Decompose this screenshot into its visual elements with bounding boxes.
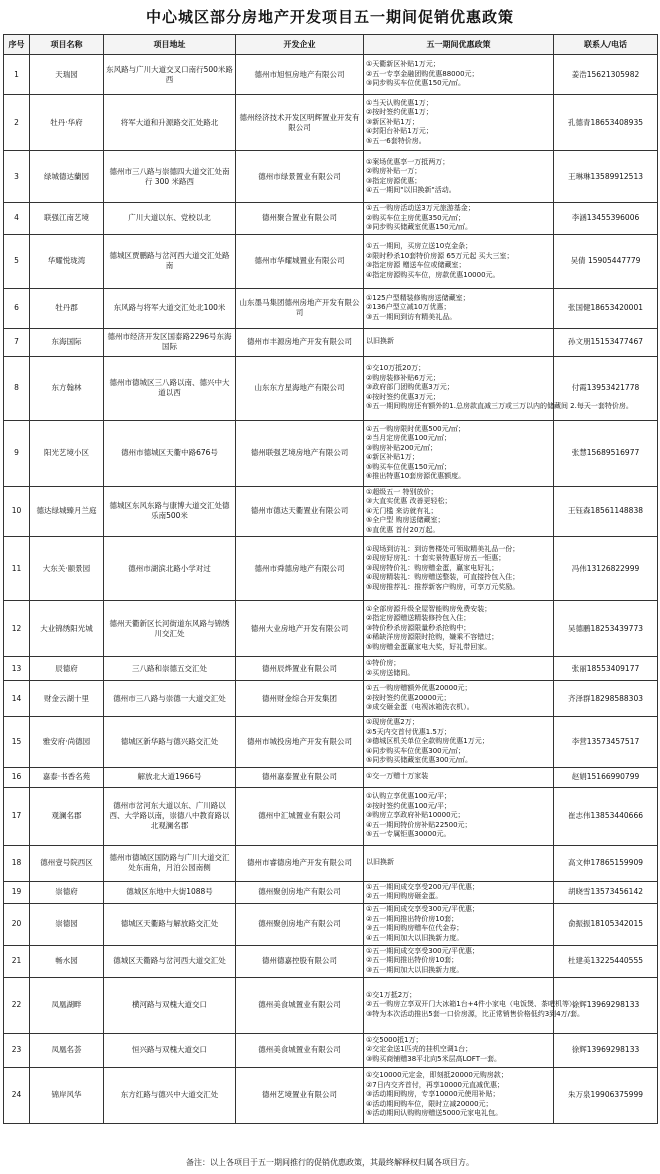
header-project-name: 项目名称 bbox=[30, 35, 104, 55]
cell-developer: 德州聚创房地产有限公司 bbox=[236, 881, 364, 903]
cell-developer: 德州辰烨置业有限公司 bbox=[236, 657, 364, 681]
cell-project-name: 大东关·颐景园 bbox=[30, 537, 104, 601]
cell-policy bbox=[364, 903, 554, 945]
policy-line: ④五一期间加大以旧换新力度。 bbox=[366, 933, 464, 942]
policy-line: ④封阳台补贴1万元； bbox=[366, 127, 433, 136]
cell-policy bbox=[364, 486, 554, 537]
cell-policy bbox=[364, 977, 584, 1033]
policy-line: ②现房好房礼：十套实景特惠好房五一钜惠； bbox=[366, 554, 506, 563]
cell-project-address: 德州市岔河东大道以东、广川路以西、大学路以南，崇德八中教育路以北观澜名郡 bbox=[104, 787, 236, 845]
cell-no: 19 bbox=[4, 881, 30, 903]
cell-developer: 德州市华耀城置业有限公司 bbox=[236, 234, 364, 288]
cell-no: 9 bbox=[4, 420, 30, 486]
table-row bbox=[4, 486, 658, 537]
cell-developer: 德州联强艺境房地产有限公司 bbox=[236, 420, 364, 486]
cell-developer: 德州艺境置业有限公司 bbox=[236, 1067, 364, 1123]
policy-line: ①交10000元定金，即刻抵20000元购房款； bbox=[366, 1071, 508, 1080]
policy-line: ③同步购买储藏室优惠150元/㎡。 bbox=[366, 223, 472, 231]
cell-project-address: 德城区新华路与德兴路交汇处 bbox=[104, 717, 236, 768]
cell-developer: 德州嘉泰置业有限公司 bbox=[236, 767, 364, 787]
header-project-address: 项目地址 bbox=[104, 35, 236, 55]
policy-line: ③成交砸金蛋（电视冰箱洗衣机）。 bbox=[366, 703, 474, 712]
table-row bbox=[4, 1033, 658, 1067]
policy-line: ①特价房； bbox=[366, 659, 401, 667]
cell-developer: 山东墨马集团德州房地产开发有限公司 bbox=[236, 288, 364, 328]
cell-project-address: 东方红路与德兴中大道交汇处 bbox=[104, 1067, 236, 1123]
cell-developer: 德州美食城置业有限公司 bbox=[236, 1033, 364, 1067]
policy-line: ③指定房源优惠； bbox=[366, 176, 422, 185]
cell-contact: 徐辉13969298133 bbox=[554, 1033, 658, 1067]
cell-contact: 张慧15689516977 bbox=[554, 420, 658, 486]
table-row bbox=[4, 95, 658, 151]
cell-project-name: 大业锦绣阳光城 bbox=[30, 601, 104, 657]
policy-line: 以旧换新 bbox=[366, 337, 394, 346]
cell-project-address: 解放北大道1966号 bbox=[104, 767, 236, 787]
cell-project-name: 华耀悦珑湾 bbox=[30, 234, 104, 288]
policy-line: ①五一期间成交享受300元/平优惠； bbox=[366, 946, 479, 955]
policy-line: ⑤现房推荐礼：推荐新客户购房，可享万元奖励。 bbox=[366, 582, 520, 591]
table-row bbox=[4, 881, 658, 903]
cell-contact: 王钰森18561148838 bbox=[554, 486, 658, 537]
table-row bbox=[4, 903, 658, 945]
cell-project-name: 东方翰林 bbox=[30, 356, 104, 420]
policy-line: ⑤五一专属钜惠30000元。 bbox=[366, 830, 451, 839]
cell-policy bbox=[364, 945, 554, 977]
policy-line: ①交一万赠十万家装 bbox=[366, 772, 429, 781]
cell-no: 1 bbox=[4, 55, 30, 95]
policy-line: ⑥推出特惠10套房源优惠额度。 bbox=[366, 472, 466, 480]
cell-contact: 付霞13953421778 bbox=[554, 356, 658, 420]
cell-contact: 李涵13455396006 bbox=[554, 203, 658, 235]
cell-no: 8 bbox=[4, 356, 30, 420]
cell-project-address: 德州市三八路与崇德一大道交汇处 bbox=[104, 681, 236, 717]
policy-line: ③购买商铺赠38平北向5米层高LOFT一套。 bbox=[366, 1054, 501, 1063]
cell-policy bbox=[364, 881, 554, 903]
policy-line: ②当月定房优惠100元/㎡； bbox=[366, 434, 451, 442]
cell-policy bbox=[364, 151, 554, 203]
cell-no: 13 bbox=[4, 657, 30, 681]
table-row bbox=[4, 945, 658, 977]
cell-contact: 张丽18553409177 bbox=[554, 657, 658, 681]
cell-policy bbox=[364, 1067, 554, 1123]
table-row bbox=[4, 657, 658, 681]
cell-policy bbox=[364, 420, 554, 486]
policy-line: ④无门槛 来访就有礼； bbox=[366, 506, 438, 515]
footnote: 备注：以上各项目于五一期间推行的促销优惠政策，其最终解释权归属各项目方。 bbox=[186, 1158, 474, 1167]
cell-contact: 杜建美13225440555 bbox=[554, 945, 658, 977]
cell-developer: 德州市绿景置业有限公司 bbox=[236, 151, 364, 203]
policy-line: ②五一期间推出特价房10套； bbox=[366, 914, 459, 923]
promotion-table bbox=[3, 34, 658, 1124]
cell-project-address: 德城区天衢路与岔河西大道交汇处 bbox=[104, 945, 236, 977]
policy-line: ①现房优惠2万； bbox=[366, 718, 419, 726]
policy-line: ④活动期间购车位，限时立减20000元； bbox=[366, 1099, 493, 1108]
cell-no: 5 bbox=[4, 234, 30, 288]
cell-developer: 德州市睿德房地产开发有限公司 bbox=[236, 845, 364, 881]
cell-project-name: 牡丹郡 bbox=[30, 288, 104, 328]
cell-project-address: 横河路与双槐大道交口 bbox=[104, 977, 236, 1033]
cell-contact: 俞振振18105342015 bbox=[554, 903, 658, 945]
policy-line: ①五一期间，买房立送10克金条； bbox=[366, 242, 473, 250]
policy-line: ③同步购买车位优惠150元/㎡。 bbox=[366, 79, 465, 88]
table-row bbox=[4, 845, 658, 881]
cell-developer: 德州聚合置业有限公司 bbox=[236, 203, 364, 235]
cell-project-name: 德州壹号院西区 bbox=[30, 845, 104, 881]
cell-policy bbox=[364, 1033, 554, 1067]
cell-policy bbox=[364, 767, 554, 787]
table-row bbox=[4, 55, 658, 95]
cell-developer: 德州市城投房地产开发有限公司 bbox=[236, 717, 364, 768]
policy-line: ⑤活动期间认购购房赠送5000元家电礼包。 bbox=[366, 1109, 503, 1118]
table-row bbox=[4, 288, 658, 328]
cell-contact: 冯伟13126822999 bbox=[554, 537, 658, 601]
cell-developer: 德州财金综合开发集团 bbox=[236, 681, 364, 717]
policy-line: ④稀缺洋房房源限时抢购，嫌乘不容错过； bbox=[366, 633, 499, 642]
cell-policy bbox=[364, 328, 554, 356]
policy-line: ②买房送储间。 bbox=[366, 668, 415, 677]
cell-developer: 德州大业房地产开发有限公司 bbox=[236, 601, 364, 657]
table-row bbox=[4, 601, 658, 657]
cell-no: 2 bbox=[4, 95, 30, 151]
policy-line: ③大直实优惠 改善更轻松； bbox=[366, 497, 452, 505]
table-row bbox=[4, 717, 658, 768]
header-contact: 联系人/电话 bbox=[554, 35, 658, 55]
cell-policy bbox=[364, 681, 554, 717]
cell-no: 3 bbox=[4, 151, 30, 203]
policy-line: ①五一购房活动送3万元旅游基金； bbox=[366, 204, 475, 212]
policy-line: ④五一期间特价房补贴22500元； bbox=[366, 820, 472, 829]
policy-line: ①超级五一 特别放价； bbox=[366, 487, 438, 496]
table-row bbox=[4, 420, 658, 486]
cell-developer: 德州聚创房地产有限公司 bbox=[236, 903, 364, 945]
policy-line: ②五一期间推出特价房10套； bbox=[366, 956, 459, 965]
policy-line: ③五一期间加大以旧换新力度。 bbox=[366, 965, 464, 974]
policy-line: ②136户型立减10万优惠； bbox=[366, 303, 451, 312]
cell-developer: 德州德嘉控股有限公司 bbox=[236, 945, 364, 977]
policy-line: ①当天认购优惠1万； bbox=[366, 98, 433, 107]
cell-no: 12 bbox=[4, 601, 30, 657]
cell-no: 21 bbox=[4, 945, 30, 977]
policy-line: ②按时签约优惠20000元； bbox=[366, 693, 451, 702]
cell-policy bbox=[364, 55, 554, 95]
table-body bbox=[4, 55, 658, 1124]
cell-project-name: 崇德园 bbox=[30, 903, 104, 945]
cell-policy bbox=[364, 717, 554, 768]
cell-project-name: 雅安府·尚德园 bbox=[30, 717, 104, 768]
cell-project-name: 锦岸风华 bbox=[30, 1067, 104, 1123]
cell-developer: 德州市德达天衢置业有限公司 bbox=[236, 486, 364, 537]
cell-no: 4 bbox=[4, 203, 30, 235]
policy-line: ⑤购买车位优惠150元/㎡； bbox=[366, 462, 451, 471]
policy-line: ④同步购买车位优惠300元/㎡； bbox=[366, 746, 465, 755]
cell-project-address: 德州市三八路与崇德四大道交汇处南行 300 米路西 bbox=[104, 151, 236, 203]
policy-line: ③指定房源 赠送车位或储藏室； bbox=[366, 261, 466, 269]
policy-line: ⑤直优惠 首付20万起。 bbox=[366, 525, 440, 534]
table-row bbox=[4, 1067, 658, 1123]
cell-no: 15 bbox=[4, 717, 30, 768]
policy-line: ④现房精装礼：购房赠送整装，可直接拎包入住； bbox=[366, 573, 520, 582]
policy-line: ②限时秒杀10套特价房源 65万元起 买大三室； bbox=[366, 251, 514, 260]
policy-line: ②购买车位主房优惠350元/㎡； bbox=[366, 213, 465, 222]
cell-project-address: 德州市德城区国防路与广川大道交汇处东南角，月泊公园南侧 bbox=[104, 845, 236, 881]
policy-line: ②5天内交首付优惠1.5万； bbox=[366, 727, 451, 736]
policy-line: ③五一期间购房赠车位代金券； bbox=[366, 924, 464, 932]
cell-policy bbox=[364, 601, 554, 657]
cell-policy bbox=[364, 657, 554, 681]
cell-no: 20 bbox=[4, 903, 30, 945]
cell-contact: 崔志伟13853440666 bbox=[554, 787, 658, 845]
cell-contact: 张国健18653420001 bbox=[554, 288, 658, 328]
table-row bbox=[4, 328, 658, 356]
policy-line: ②五一购房立享双开门大冰箱1台+4件小家电（电饭煲、茶吧机等）； bbox=[366, 1000, 580, 1009]
policy-line: ①五一购房限时优惠500元/㎡； bbox=[366, 424, 465, 433]
cell-developer: 德州美食城置业有限公司 bbox=[236, 977, 364, 1033]
policy-line: ③购房补贴200元/㎡； bbox=[366, 443, 437, 452]
cell-contact: 高文伸17865159909 bbox=[554, 845, 658, 881]
policy-line: ②五一专享金融团购优惠88000元； bbox=[366, 69, 479, 78]
policy-line: ②五一期间购房砸金蛋。 bbox=[366, 892, 443, 900]
table-row bbox=[4, 234, 658, 288]
policy-line: ②购房补贴一万； bbox=[366, 167, 422, 175]
cell-project-address: 将军大道和升源路交汇处路北 bbox=[104, 95, 236, 151]
cell-developer: 德州市旭恒房地产有限公司 bbox=[236, 55, 364, 95]
document-title: 中心城区部分房地产开发项目五一期间促销优惠政策 bbox=[145, 8, 514, 26]
header-no: 序号 bbox=[4, 35, 30, 55]
policy-line: ①现场到访礼：到访售楼处可领取精美礼品一份； bbox=[366, 544, 520, 553]
cell-project-address: 德城区东地中大街1088号 bbox=[104, 881, 236, 903]
cell-project-name: 辰德府 bbox=[30, 657, 104, 681]
cell-policy bbox=[364, 203, 554, 235]
cell-contact: 孙文朋15153477467 bbox=[554, 328, 658, 356]
policy-line: ②指定房源赠送精装修拎包入住； bbox=[366, 614, 471, 623]
cell-no: 24 bbox=[4, 1067, 30, 1123]
cell-project-address: 德州市湖滨北路小学对过 bbox=[104, 537, 236, 601]
header-policy: 五一期间优惠政策 bbox=[364, 35, 554, 55]
policy-line: ⑤五一期间购房还有额外的1.总房款直减三万或三万以内的储藏间 2.每天一套特价房。 bbox=[366, 402, 633, 411]
cell-project-address: 恒兴路与双槐大道交口 bbox=[104, 1033, 236, 1067]
cell-contact: 姜浩15621305982 bbox=[554, 55, 658, 95]
cell-project-address: 德州市德城区三八路以南、德兴中大道以西 bbox=[104, 356, 236, 420]
policy-line: ③新区补贴1万； bbox=[366, 117, 419, 126]
policy-line: ⑤同步购买储藏室优惠300元/㎡。 bbox=[366, 756, 472, 764]
policy-line: ①交1万抵2万； bbox=[366, 990, 417, 999]
policy-line: ④五一期间"以旧换新"活动。 bbox=[366, 186, 456, 194]
table-row bbox=[4, 151, 658, 203]
policy-line: ③五一期间到访有精美礼品。 bbox=[366, 312, 457, 321]
cell-developer: 山东东方星海地产有限公司 bbox=[236, 356, 364, 420]
cell-contact: 李营13573457517 bbox=[554, 717, 658, 768]
cell-no: 18 bbox=[4, 845, 30, 881]
policy-line: ①全部房源升级全屋智能购房免费安装； bbox=[366, 604, 492, 613]
header-developer: 开发企业 bbox=[236, 35, 364, 55]
cell-no: 23 bbox=[4, 1033, 30, 1067]
cell-project-address: 广川大道以东、党校以北 bbox=[104, 203, 236, 235]
policy-line: ③政府部门团购优惠3万元； bbox=[366, 383, 454, 392]
policy-line: ⑤五一6套特价房。 bbox=[366, 136, 426, 145]
cell-no: 22 bbox=[4, 977, 30, 1033]
cell-no: 16 bbox=[4, 767, 30, 787]
cell-policy bbox=[364, 787, 554, 845]
cell-policy bbox=[364, 537, 554, 601]
policy-line: ①五一购房赠额外优惠20000元； bbox=[366, 684, 472, 693]
cell-project-address: 德城区天衢路与解放路交汇处 bbox=[104, 903, 236, 945]
cell-project-address: 三八路和崇德五交汇处 bbox=[104, 657, 236, 681]
policy-line: ①交10万抵20万； bbox=[366, 364, 426, 373]
cell-project-name: 崇德府 bbox=[30, 881, 104, 903]
table-row bbox=[4, 203, 658, 235]
policy-line: ④新区补贴1万； bbox=[366, 453, 419, 461]
table-row bbox=[4, 787, 658, 845]
cell-project-name: 阳光艺境小区 bbox=[30, 420, 104, 486]
cell-no: 11 bbox=[4, 537, 30, 601]
policy-line: ②7日内交齐首付，再享10000元直减优惠； bbox=[366, 1080, 504, 1089]
cell-project-address: 德州市经济开发区国泰路2296号东海国际 bbox=[104, 328, 236, 356]
cell-contact: 朱万泉19906375999 bbox=[554, 1067, 658, 1123]
policy-line: ①五一期间成交享受200元/平优惠； bbox=[366, 882, 479, 891]
cell-project-name: 联强江南艺境 bbox=[30, 203, 104, 235]
cell-project-name: 嘉泰·书香名苑 bbox=[30, 767, 104, 787]
cell-contact: 吴德鹏18253439773 bbox=[554, 601, 658, 657]
policy-line: ⑤全户型 购房送储藏室； bbox=[366, 516, 445, 524]
cell-contact: 齐泽群18298588303 bbox=[554, 681, 658, 717]
cell-developer: 德州市舜德房地产有限公司 bbox=[236, 537, 364, 601]
table-row bbox=[4, 977, 658, 1033]
table-row bbox=[4, 356, 658, 420]
cell-project-name: 观澜名郡 bbox=[30, 787, 104, 845]
cell-no: 7 bbox=[4, 328, 30, 356]
cell-project-name: 财金云湖十里 bbox=[30, 681, 104, 717]
policy-line: ②交定金送1匹壳的挂机空调1台； bbox=[366, 1045, 473, 1054]
cell-project-name: 德达绿城臻月兰庭 bbox=[30, 486, 104, 537]
policy-line: ③特为本次活动推出5套一口价房源，比正常销售价格低约3到4万/套。 bbox=[366, 1009, 584, 1018]
table-row bbox=[4, 767, 658, 787]
policy-line: 以旧换新 bbox=[366, 858, 394, 867]
policy-line: ③活动期间购房，专享10000元使用补贴； bbox=[366, 1090, 500, 1099]
policy-line: ③德城区机关单位全款购房优惠1万元； bbox=[366, 737, 489, 745]
cell-project-address: 德城区东风东路与康博大道交汇处德乐南500米 bbox=[104, 486, 236, 537]
cell-project-address: 东风路与将军大道交汇处北100米 bbox=[104, 288, 236, 328]
policy-line: ①交5000抵1万； bbox=[366, 1035, 423, 1044]
cell-contact: 胡晓雪13573456142 bbox=[554, 881, 658, 903]
cell-project-address: 东风路与广川大道交叉口南行500米路西 bbox=[104, 55, 236, 95]
cell-developer: 德州中汇城置业有限公司 bbox=[236, 787, 364, 845]
policy-line: ①125户型精装修购房送储藏室； bbox=[366, 293, 470, 302]
policy-line: ③现房特价礼：购房赠金蛋，赢家电好礼； bbox=[366, 563, 499, 572]
cell-project-name: 凤凰湖畔 bbox=[30, 977, 104, 1033]
policy-line: ②按时签约优惠100元/平； bbox=[366, 801, 451, 810]
policy-line: ①天衢新区补贴1万元； bbox=[366, 60, 440, 69]
cell-no: 17 bbox=[4, 787, 30, 845]
cell-project-name: 东海国际 bbox=[30, 328, 104, 356]
cell-contact: 王琳琳13589912513 bbox=[554, 151, 658, 203]
table-row bbox=[4, 681, 658, 717]
cell-policy bbox=[364, 845, 554, 881]
policy-line: ②按时签约优惠1万； bbox=[366, 108, 433, 117]
policy-line: ①案场优惠享一万抵两万； bbox=[366, 157, 450, 166]
table-row bbox=[4, 537, 658, 601]
cell-policy bbox=[364, 234, 554, 288]
cell-contact: 孔德青18653408935 bbox=[554, 95, 658, 151]
cell-project-name: 牡丹·华府 bbox=[30, 95, 104, 151]
cell-project-address: 德州市德城区天衢中路676号 bbox=[104, 420, 236, 486]
cell-contact: 徐辉13969298133 bbox=[554, 977, 658, 1033]
policy-line: ①认购立享优惠100元/平； bbox=[366, 792, 451, 801]
cell-policy bbox=[364, 288, 554, 328]
cell-no: 14 bbox=[4, 681, 30, 717]
cell-project-name: 天瑞园 bbox=[30, 55, 104, 95]
policy-line: ③购房立享政府补贴10000元； bbox=[366, 811, 465, 820]
policy-line: ①五一期间成交享受300元/平优惠； bbox=[366, 905, 479, 913]
cell-project-name: 畅水园 bbox=[30, 945, 104, 977]
cell-project-name: 凤凰名荟 bbox=[30, 1033, 104, 1067]
policy-line: ②购房装修补贴6万元； bbox=[366, 373, 440, 382]
policy-line: ③特价秒杀房源限量秒杀抢购中； bbox=[366, 623, 471, 632]
policy-line: ④指定房源购买车位，房款优惠10000元。 bbox=[366, 270, 500, 279]
cell-developer: 德州经济技术开发区明辉置业开发有限公司 bbox=[236, 95, 364, 151]
cell-project-name: 绿城德达蘭园 bbox=[30, 151, 104, 203]
cell-no: 6 bbox=[4, 288, 30, 328]
cell-project-address: 德城区贾鹏路与岔河西大道交汇处路南 bbox=[104, 234, 236, 288]
cell-no: 10 bbox=[4, 486, 30, 537]
cell-policy bbox=[364, 95, 554, 151]
table-header-row bbox=[4, 35, 658, 55]
cell-contact: 吴倩 15905447779 bbox=[554, 234, 658, 288]
policy-line: ⑤购房赠金蛋赢家电大奖，好礼带回家。 bbox=[366, 642, 492, 651]
policy-line: ④按时签约优惠3万元； bbox=[366, 392, 440, 401]
cell-developer: 德州市丰源房地产开发有限公司 bbox=[236, 328, 364, 356]
cell-contact: 赵娟15166990799 bbox=[554, 767, 658, 787]
cell-project-address: 德州天衢新区长河街道东风路与锦绣川交汇处 bbox=[104, 601, 236, 657]
